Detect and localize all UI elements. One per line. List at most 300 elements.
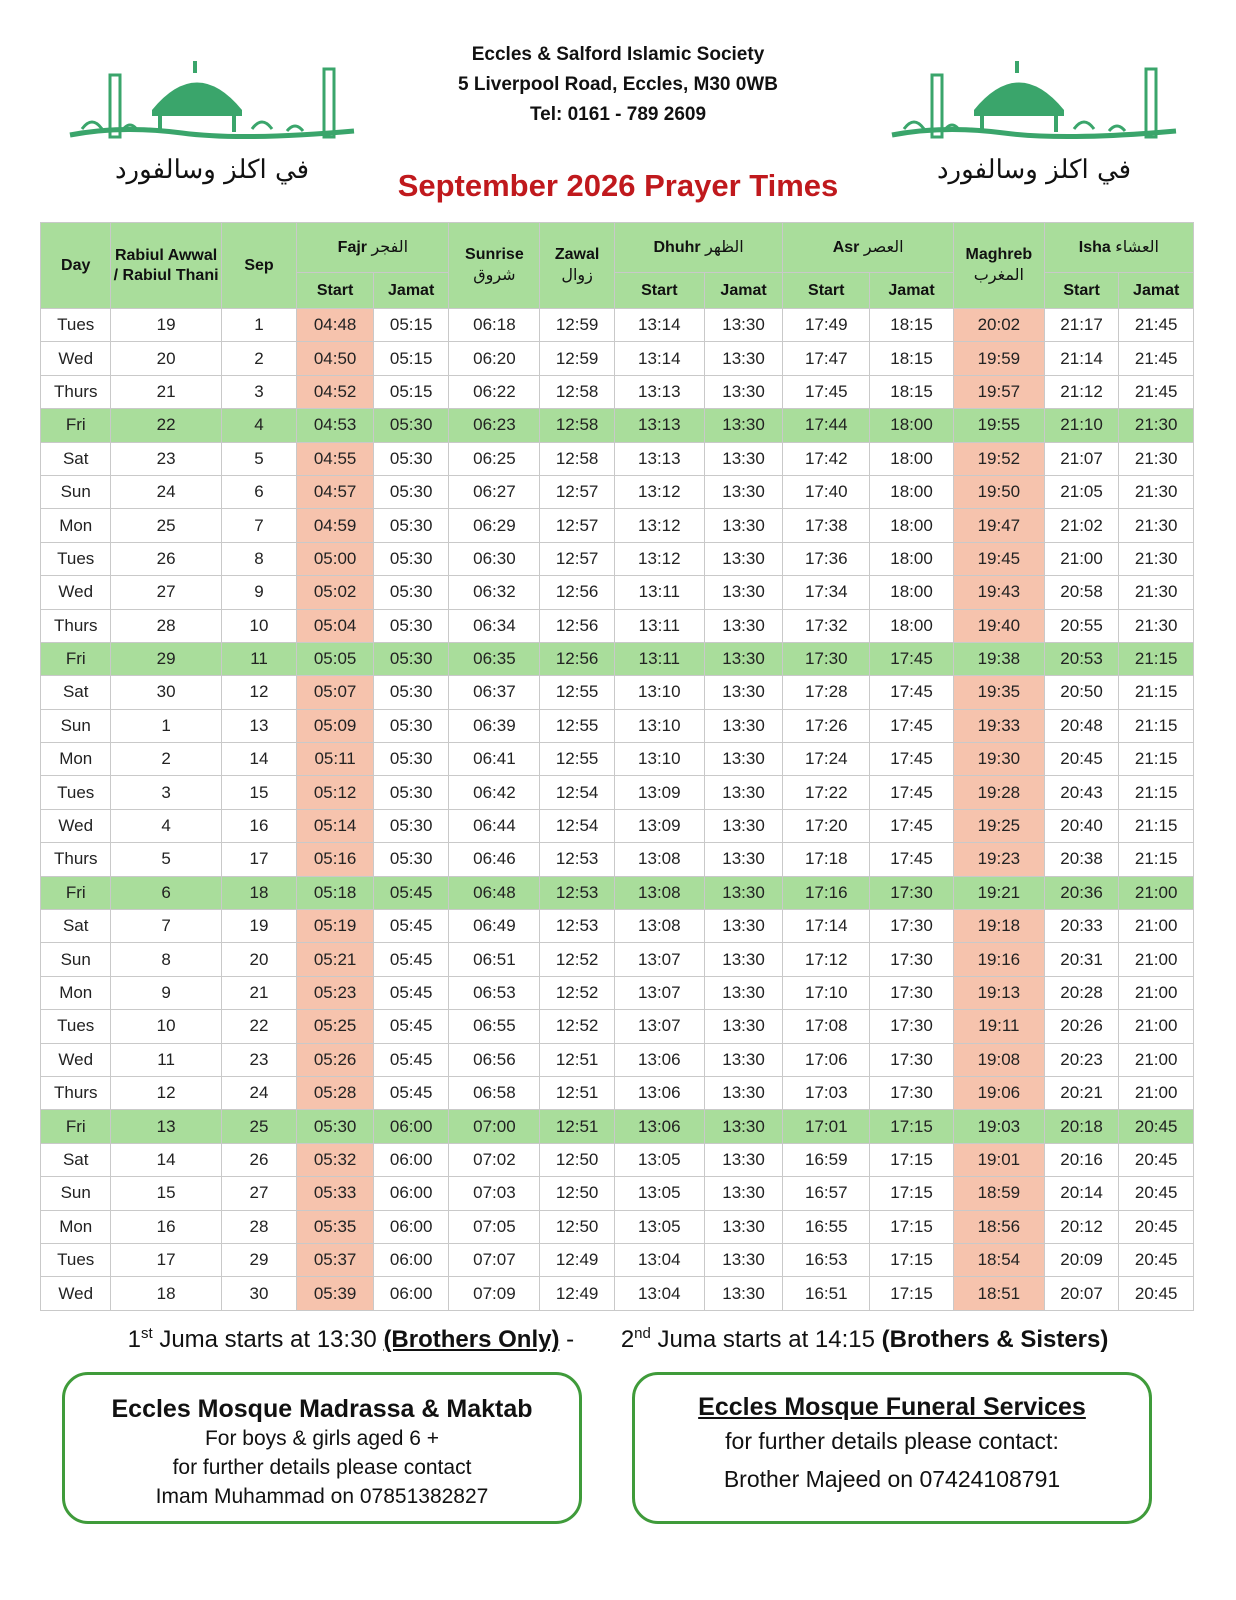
- isha-jamat-cell: 21:45: [1119, 309, 1194, 342]
- hijri-date-cell: 11: [111, 1043, 221, 1076]
- sunrise-cell: 06:18: [449, 309, 540, 342]
- dhuhr-start-header: Start: [614, 273, 704, 309]
- dhuhr-start-cell: 13:07: [614, 976, 704, 1009]
- zawal-cell: 12:57: [540, 475, 615, 508]
- hijri-date-cell: 29: [111, 642, 221, 675]
- maghreb-cell: 19:21: [953, 876, 1044, 909]
- hijri-date-cell: 3: [111, 776, 221, 809]
- day-cell: Sun: [41, 475, 111, 508]
- dhuhr-start-cell: 13:12: [614, 475, 704, 508]
- fajr-start-cell: 04:52: [297, 375, 374, 408]
- asr-start-cell: 17:34: [783, 576, 870, 609]
- sunrise-cell: 06:51: [449, 943, 540, 976]
- day-cell: Tues: [41, 309, 111, 342]
- day-cell: Sun: [41, 1177, 111, 1210]
- table-row: [41, 1143, 1194, 1176]
- isha-start-cell: 20:48: [1044, 709, 1119, 742]
- isha-jamat-cell: 20:45: [1119, 1210, 1194, 1243]
- dhuhr-jamat-cell: 13:30: [704, 743, 783, 776]
- day-cell: Fri: [41, 642, 111, 675]
- asr-start-cell: 17:08: [783, 1010, 870, 1043]
- zawal-label: Zawal: [554, 246, 600, 263]
- isha-jamat-cell: 21:00: [1119, 1076, 1194, 1109]
- dhuhr-jamat-cell: 13:30: [704, 576, 783, 609]
- isha-jamat-cell: 21:00: [1119, 943, 1194, 976]
- maghreb-cell: 19:23: [953, 843, 1044, 876]
- isha-jamat-cell: 21:15: [1119, 809, 1194, 842]
- asr-start-cell: 17:03: [783, 1076, 870, 1109]
- juma-first-sup: st: [140, 1325, 153, 1342]
- table-row: [41, 642, 1194, 675]
- dhuhr-start-cell: 13:08: [614, 910, 704, 943]
- fajr-jamat-cell: 06:00: [373, 1243, 449, 1276]
- isha-jamat-cell: 20:45: [1119, 1277, 1194, 1310]
- sunrise-cell: 06:53: [449, 976, 540, 1009]
- sep-date-cell: 18: [221, 876, 297, 909]
- maghreb-cell: 19:43: [953, 576, 1044, 609]
- table-row: [41, 910, 1194, 943]
- table-row: [41, 776, 1194, 809]
- dhuhr-start-cell: 13:10: [614, 676, 704, 709]
- isha-jamat-header: Jamat: [1119, 273, 1194, 309]
- maghreb-cell: 19:50: [953, 475, 1044, 508]
- maghreb-cell: 19:13: [953, 976, 1044, 1009]
- dhuhr-jamat-cell: 13:30: [704, 776, 783, 809]
- zawal-cell: 12:52: [540, 1010, 615, 1043]
- fajr-jamat-cell: 05:30: [373, 642, 449, 675]
- header-asr: [783, 223, 954, 273]
- fajr-start-cell: 04:48: [297, 309, 374, 342]
- day-cell: Tues: [41, 1243, 111, 1276]
- mosque-dome-icon: [62, 55, 362, 155]
- fajr-label: Fajr: [337, 239, 368, 256]
- fajr-start-cell: 05:05: [297, 642, 374, 675]
- table-row: [41, 1243, 1194, 1276]
- isha-jamat-cell: 21:00: [1119, 876, 1194, 909]
- sep-date-cell: 28: [221, 1210, 297, 1243]
- sunrise-cell: 07:09: [449, 1277, 540, 1310]
- asr-jamat-cell: 17:15: [870, 1143, 954, 1176]
- zawal-cell: 12:57: [540, 509, 615, 542]
- hijri-date-cell: 21: [111, 375, 221, 408]
- asr-jamat-cell: 18:00: [870, 609, 954, 642]
- isha-start-cell: 20:58: [1044, 576, 1119, 609]
- fajr-start-cell: 05:14: [297, 809, 374, 842]
- dhuhr-start-cell: 13:13: [614, 375, 704, 408]
- fajr-start-cell: 04:55: [297, 442, 374, 475]
- asr-start-cell: 17:47: [783, 342, 870, 375]
- dhuhr-jamat-cell: 13:30: [704, 642, 783, 675]
- zawal-cell: 12:54: [540, 809, 615, 842]
- dhuhr-start-cell: 13:11: [614, 576, 704, 609]
- maghreb-cell: 19:11: [953, 1010, 1044, 1043]
- dhuhr-start-cell: 13:06: [614, 1110, 704, 1143]
- sep-date-cell: 3: [221, 375, 297, 408]
- asr-jamat-cell: 17:30: [870, 943, 954, 976]
- fajr-jamat-cell: 06:00: [373, 1110, 449, 1143]
- asr-jamat-cell: 17:30: [870, 876, 954, 909]
- dhuhr-jamat-cell: 13:30: [704, 676, 783, 709]
- sunrise-cell: 06:30: [449, 542, 540, 575]
- isha-jamat-cell: 21:15: [1119, 676, 1194, 709]
- table-row: [41, 475, 1194, 508]
- zawal-cell: 12:56: [540, 642, 615, 675]
- madrassa-line1: For boys & girls aged 6 +: [204, 1427, 440, 1450]
- hijri-date-cell: 9: [111, 976, 221, 1009]
- dhuhr-label: Dhuhr: [653, 239, 701, 256]
- header-dhuhr: [614, 223, 782, 273]
- isha-start-cell: 21:05: [1044, 475, 1119, 508]
- fajr-jamat-cell: 05:45: [373, 976, 449, 1009]
- isha-jamat-cell: 21:00: [1119, 910, 1194, 943]
- table-row: [41, 442, 1194, 475]
- isha-start-cell: 20:09: [1044, 1243, 1119, 1276]
- isha-jamat-cell: 21:30: [1119, 409, 1194, 442]
- sunrise-label: Sunrise: [465, 246, 524, 263]
- dhuhr-start-cell: 13:10: [614, 709, 704, 742]
- logo-arabic-text: في اكلز وسالفورد: [114, 155, 310, 185]
- sunrise-cell: 06:56: [449, 1043, 540, 1076]
- sep-date-cell: 29: [221, 1243, 297, 1276]
- fajr-start-cell: 05:26: [297, 1043, 374, 1076]
- dhuhr-start-cell: 13:06: [614, 1076, 704, 1109]
- sep-date-cell: 24: [221, 1076, 297, 1109]
- fajr-start-cell: 05:37: [297, 1243, 374, 1276]
- fajr-jamat-cell: 05:30: [373, 442, 449, 475]
- zawal-cell: 12:50: [540, 1210, 615, 1243]
- fajr-start-cell: 05:23: [297, 976, 374, 1009]
- madrassa-line3: Imam Muhammad on 07851382827: [155, 1485, 489, 1508]
- juma-second-num: 2: [620, 1326, 635, 1353]
- dhuhr-jamat-cell: 13:30: [704, 409, 783, 442]
- sep-date-cell: 21: [221, 976, 297, 1009]
- day-cell: Thurs: [41, 609, 111, 642]
- isha-jamat-cell: 21:00: [1119, 976, 1194, 1009]
- zawal-cell: 12:52: [540, 976, 615, 1009]
- dhuhr-start-cell: 13:04: [614, 1277, 704, 1310]
- fajr-start-cell: 05:32: [297, 1143, 374, 1176]
- dhuhr-jamat-cell: 13:30: [704, 542, 783, 575]
- asr-jamat-cell: 18:00: [870, 442, 954, 475]
- asr-jamat-cell: 17:45: [870, 843, 954, 876]
- dhuhr-jamat-cell: 13:30: [704, 375, 783, 408]
- dhuhr-start-cell: 13:07: [614, 1010, 704, 1043]
- sep-date-cell: 4: [221, 409, 297, 442]
- dhuhr-jamat-cell: 13:30: [704, 1277, 783, 1310]
- day-cell: Sat: [41, 910, 111, 943]
- table-row: [41, 1177, 1194, 1210]
- zawal-cell: 12:56: [540, 609, 615, 642]
- asr-jamat-cell: 17:45: [870, 776, 954, 809]
- isha-start-cell: 21:17: [1044, 309, 1119, 342]
- hijri-date-cell: 30: [111, 676, 221, 709]
- isha-arabic: العشاء: [1115, 237, 1159, 256]
- sep-date-cell: 15: [221, 776, 297, 809]
- dhuhr-arabic: الظهر: [705, 237, 744, 256]
- asr-start-header: Start: [783, 273, 870, 309]
- madrassa-title: Eccles Mosque Madrassa & Maktab: [111, 1395, 533, 1423]
- table-row: [41, 676, 1194, 709]
- juma-second-text: Juma starts at 14:15: [650, 1326, 882, 1353]
- asr-jamat-cell: 17:15: [870, 1177, 954, 1210]
- asr-jamat-cell: 17:45: [870, 676, 954, 709]
- juma-first-text: Juma starts at 13:30: [152, 1326, 384, 1353]
- fajr-jamat-cell: 05:45: [373, 876, 449, 909]
- dhuhr-start-cell: 13:10: [614, 743, 704, 776]
- fajr-start-cell: 05:09: [297, 709, 374, 742]
- day-cell: Fri: [41, 1110, 111, 1143]
- asr-jamat-cell: 17:15: [870, 1243, 954, 1276]
- isha-label: Isha: [1078, 239, 1111, 256]
- asr-start-cell: 17:36: [783, 542, 870, 575]
- zawal-cell: 12:52: [540, 943, 615, 976]
- isha-jamat-cell: 20:45: [1119, 1143, 1194, 1176]
- sunrise-cell: 06:39: [449, 709, 540, 742]
- asr-start-cell: 17:44: [783, 409, 870, 442]
- dhuhr-start-cell: 13:07: [614, 943, 704, 976]
- day-cell: Wed: [41, 576, 111, 609]
- madrassa-box: [62, 1372, 582, 1524]
- hijri-date-cell: 8: [111, 943, 221, 976]
- asr-start-cell: 17:12: [783, 943, 870, 976]
- dhuhr-start-cell: 13:05: [614, 1210, 704, 1243]
- asr-start-cell: 16:55: [783, 1210, 870, 1243]
- isha-jamat-cell: 21:45: [1119, 342, 1194, 375]
- asr-jamat-cell: 17:30: [870, 910, 954, 943]
- sunrise-cell: 06:48: [449, 876, 540, 909]
- maghreb-cell: 19:28: [953, 776, 1044, 809]
- sunrise-cell: 06:27: [449, 475, 540, 508]
- fajr-jamat-cell: 05:30: [373, 743, 449, 776]
- hijri-date-cell: 18: [111, 1277, 221, 1310]
- isha-start-cell: 20:28: [1044, 976, 1119, 1009]
- dhuhr-jamat-cell: 13:30: [704, 1076, 783, 1109]
- asr-start-cell: 16:53: [783, 1243, 870, 1276]
- day-cell: Tues: [41, 542, 111, 575]
- juma-separator: -: [559, 1326, 575, 1353]
- header-day: Day: [41, 223, 111, 309]
- sunrise-cell: 06:20: [449, 342, 540, 375]
- dhuhr-start-cell: 13:09: [614, 809, 704, 842]
- dhuhr-jamat-cell: 13:30: [704, 1010, 783, 1043]
- header-sep: Sep: [221, 223, 297, 309]
- dhuhr-jamat-cell: 13:30: [704, 709, 783, 742]
- dhuhr-jamat-cell: 13:30: [704, 475, 783, 508]
- sep-date-cell: 1: [221, 309, 297, 342]
- day-cell: Sat: [41, 1143, 111, 1176]
- dhuhr-start-cell: 13:04: [614, 1243, 704, 1276]
- fajr-jamat-cell: 05:30: [373, 475, 449, 508]
- dhuhr-jamat-cell: 13:30: [704, 910, 783, 943]
- isha-start-cell: 20:45: [1044, 743, 1119, 776]
- fajr-jamat-cell: 05:15: [373, 309, 449, 342]
- asr-jamat-cell: 17:15: [870, 1277, 954, 1310]
- header-isha: [1044, 223, 1193, 273]
- isha-start-cell: 20:33: [1044, 910, 1119, 943]
- fajr-start-cell: 05:11: [297, 743, 374, 776]
- zawal-cell: 12:51: [540, 1110, 615, 1143]
- isha-start-cell: 20:38: [1044, 843, 1119, 876]
- sep-date-cell: 26: [221, 1143, 297, 1176]
- asr-arabic: العصر: [863, 237, 904, 256]
- maghreb-cell: 19:38: [953, 642, 1044, 675]
- table-row: [41, 943, 1194, 976]
- maghreb-cell: 19:35: [953, 676, 1044, 709]
- dhuhr-jamat-cell: 13:30: [704, 876, 783, 909]
- day-cell: Thurs: [41, 843, 111, 876]
- hijri-date-cell: 27: [111, 576, 221, 609]
- isha-start-cell: 20:55: [1044, 609, 1119, 642]
- zawal-cell: 12:58: [540, 375, 615, 408]
- day-cell: Thurs: [41, 375, 111, 408]
- table-row: [41, 1277, 1194, 1310]
- sep-date-cell: 25: [221, 1110, 297, 1143]
- zawal-cell: 12:57: [540, 542, 615, 575]
- header-maghreb: [953, 223, 1044, 309]
- zawal-cell: 12:59: [540, 309, 615, 342]
- fajr-start-cell: 05:18: [297, 876, 374, 909]
- dhuhr-jamat-cell: 13:30: [704, 1177, 783, 1210]
- table-row: [41, 876, 1194, 909]
- isha-jamat-cell: 21:15: [1119, 709, 1194, 742]
- hijri-date-cell: 12: [111, 1076, 221, 1109]
- asr-start-cell: 17:30: [783, 642, 870, 675]
- day-cell: Tues: [41, 1010, 111, 1043]
- dhuhr-start-cell: 13:05: [614, 1143, 704, 1176]
- fajr-jamat-cell: 05:30: [373, 676, 449, 709]
- maghreb-cell: 18:56: [953, 1210, 1044, 1243]
- isha-start-cell: 20:36: [1044, 876, 1119, 909]
- sep-date-cell: 11: [221, 642, 297, 675]
- funeral-line2: Brother Majeed on 07424108791: [723, 1466, 1061, 1492]
- day-cell: Tues: [41, 776, 111, 809]
- funeral-box: [632, 1372, 1152, 1524]
- hijri-date-cell: 23: [111, 442, 221, 475]
- table-row: [41, 409, 1194, 442]
- sunrise-cell: 06:58: [449, 1076, 540, 1109]
- table-row: [41, 1110, 1194, 1143]
- dhuhr-start-cell: 13:13: [614, 409, 704, 442]
- hijri-date-cell: 17: [111, 1243, 221, 1276]
- fajr-start-header: Start: [297, 273, 374, 309]
- isha-start-cell: 21:07: [1044, 442, 1119, 475]
- maghreb-cell: 19:06: [953, 1076, 1044, 1109]
- sunrise-cell: 06:49: [449, 910, 540, 943]
- isha-start-cell: 21:00: [1044, 542, 1119, 575]
- asr-start-cell: 17:38: [783, 509, 870, 542]
- dhuhr-start-cell: 13:05: [614, 1177, 704, 1210]
- hijri-date-cell: 22: [111, 409, 221, 442]
- asr-jamat-cell: 17:30: [870, 1043, 954, 1076]
- day-cell: Wed: [41, 809, 111, 842]
- day-cell: Wed: [41, 342, 111, 375]
- sep-date-cell: 23: [221, 1043, 297, 1076]
- fajr-start-cell: 04:50: [297, 342, 374, 375]
- isha-start-cell: 20:50: [1044, 676, 1119, 709]
- hijri-date-cell: 25: [111, 509, 221, 542]
- fajr-jamat-cell: 06:00: [373, 1143, 449, 1176]
- funeral-title: Eccles Mosque Funeral Services: [698, 1393, 1086, 1421]
- asr-start-cell: 17:16: [783, 876, 870, 909]
- fajr-start-cell: 05:33: [297, 1177, 374, 1210]
- fajr-jamat-cell: 05:15: [373, 342, 449, 375]
- zawal-cell: 12:49: [540, 1243, 615, 1276]
- asr-start-cell: 17:49: [783, 309, 870, 342]
- table-row: [41, 809, 1194, 842]
- maghreb-cell: 19:08: [953, 1043, 1044, 1076]
- sunrise-cell: 07:03: [449, 1177, 540, 1210]
- zawal-cell: 12:53: [540, 910, 615, 943]
- hijri-date-cell: 15: [111, 1177, 221, 1210]
- fajr-jamat-cell: 06:00: [373, 1277, 449, 1310]
- dhuhr-start-cell: 13:09: [614, 776, 704, 809]
- table-row: [41, 1210, 1194, 1243]
- sep-date-cell: 12: [221, 676, 297, 709]
- hijri-date-cell: 5: [111, 843, 221, 876]
- isha-jamat-cell: 21:15: [1119, 776, 1194, 809]
- hijri-date-cell: 13: [111, 1110, 221, 1143]
- asr-start-cell: 17:42: [783, 442, 870, 475]
- fajr-start-cell: 05:28: [297, 1076, 374, 1109]
- sunrise-cell: 06:42: [449, 776, 540, 809]
- table-row: [41, 1043, 1194, 1076]
- isha-jamat-cell: 21:15: [1119, 642, 1194, 675]
- sep-date-cell: 20: [221, 943, 297, 976]
- sunrise-cell: 06:35: [449, 642, 540, 675]
- table-row: [41, 576, 1194, 609]
- sunrise-cell: 06:55: [449, 1010, 540, 1043]
- asr-start-cell: 17:18: [783, 843, 870, 876]
- zawal-cell: 12:51: [540, 1043, 615, 1076]
- sep-date-cell: 10: [221, 609, 297, 642]
- juma-second-note: (Brothers & Sisters): [881, 1326, 1109, 1353]
- maghreb-cell: 19:55: [953, 409, 1044, 442]
- zawal-cell: 12:53: [540, 843, 615, 876]
- mosque-dome-icon: [884, 55, 1184, 155]
- isha-jamat-cell: 21:30: [1119, 609, 1194, 642]
- fajr-start-cell: 05:02: [297, 576, 374, 609]
- maghreb-cell: 20:02: [953, 309, 1044, 342]
- isha-start-cell: 21:14: [1044, 342, 1119, 375]
- day-cell: Thurs: [41, 1076, 111, 1109]
- sunrise-cell: 07:05: [449, 1210, 540, 1243]
- sunrise-cell: 06:23: [449, 409, 540, 442]
- org-phone: Tel: 0161 - 789 2609: [529, 104, 707, 125]
- fajr-start-cell: 05:12: [297, 776, 374, 809]
- hijri-date-cell: 19: [111, 309, 221, 342]
- day-cell: Mon: [41, 1210, 111, 1243]
- table-row: [41, 375, 1194, 408]
- isha-start-cell: 20:31: [1044, 943, 1119, 976]
- dhuhr-jamat-cell: 13:30: [704, 976, 783, 1009]
- fajr-jamat-cell: 06:00: [373, 1177, 449, 1210]
- dhuhr-jamat-cell: 13:30: [704, 809, 783, 842]
- asr-jamat-cell: 18:00: [870, 475, 954, 508]
- maghreb-cell: 19:18: [953, 910, 1044, 943]
- isha-start-cell: 21:12: [1044, 375, 1119, 408]
- sunrise-cell: 07:00: [449, 1110, 540, 1143]
- fajr-start-cell: 05:00: [297, 542, 374, 575]
- asr-jamat-cell: 17:30: [870, 1076, 954, 1109]
- zawal-cell: 12:50: [540, 1143, 615, 1176]
- isha-jamat-cell: 21:30: [1119, 475, 1194, 508]
- isha-start-header: Start: [1044, 273, 1119, 309]
- sep-date-cell: 13: [221, 709, 297, 742]
- maghreb-cell: 18:51: [953, 1277, 1044, 1310]
- maghreb-cell: 19:25: [953, 809, 1044, 842]
- sep-date-cell: 30: [221, 1277, 297, 1310]
- sunrise-cell: 07:02: [449, 1143, 540, 1176]
